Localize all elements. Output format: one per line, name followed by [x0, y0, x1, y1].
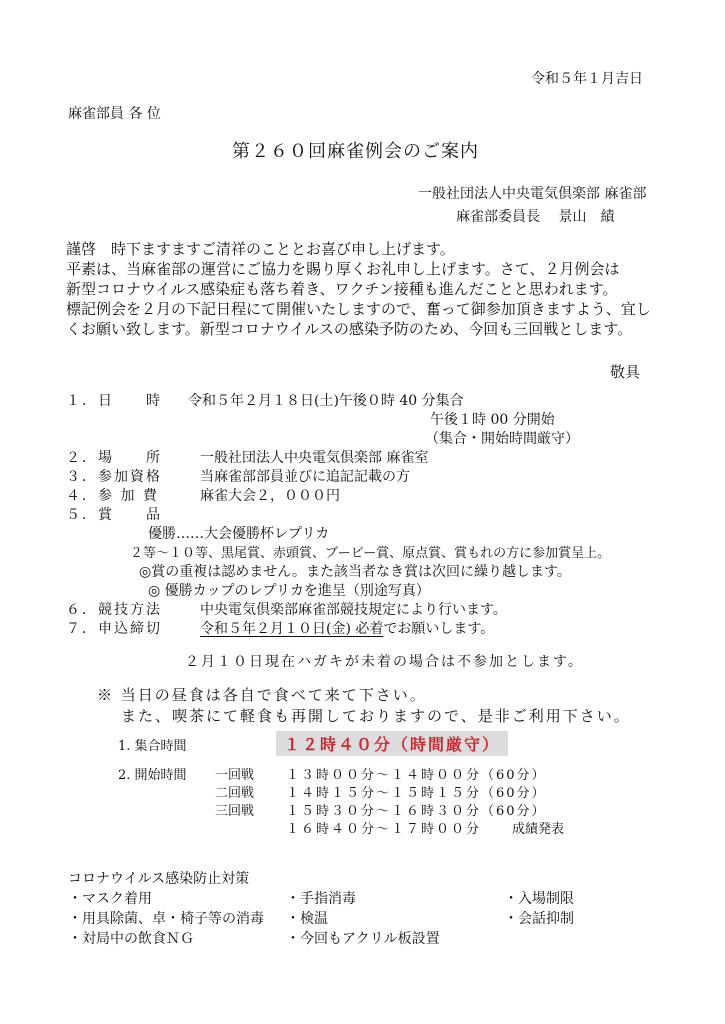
round-name: 三回戦 — [215, 804, 255, 819]
detail-fee-value: 麻雀大会２，０００円 — [200, 488, 340, 504]
prize-note: ◎賞の重複は認めません。また該当者なき賞は次回に繰り越します。 — [139, 564, 571, 580]
covid-item: ・入場制限 — [504, 891, 574, 907]
detail-eligibility-value: 当麻雀部部員並びに追記記載の方 — [200, 469, 410, 485]
detail-rule-value: 中央電気倶楽部麻雀部競技規定により行います。 — [200, 602, 507, 618]
detail-fee-label: ４．参 加 費 — [66, 488, 159, 504]
results-label: 成績発表 — [512, 822, 565, 837]
lunch-notice: また、喫茶にて軽食も再開しておりますので、是非ご利用下さい。 — [121, 707, 631, 725]
deadline-date: 令和５年２月１０日(金) 必着 — [200, 621, 384, 637]
sender-name: 麻雀部委員長 景山 績 — [456, 209, 615, 225]
covid-item: ・対局中の飲食ＮＧ — [68, 931, 194, 947]
greeting-line: 新型コロナウイルス感染症も落ち着き、ワクチン接種も進んだことと思われます。 — [66, 280, 618, 298]
detail-prize-label: ５．賞 品 — [66, 507, 162, 523]
detail-time-note: （集合・開始時間厳守） — [425, 431, 579, 447]
deadline-suffix: でお願いします。 — [383, 621, 495, 637]
round-name: 一回戦 — [215, 768, 255, 783]
detail-place-label: ２．場 所 — [66, 450, 162, 466]
detail-eligibility-label: ３．参加資格 — [66, 469, 162, 485]
prize-winner: 優勝……大会優勝杯レプリカ — [148, 526, 330, 542]
detail-deadline-label: ７．申込締切 — [66, 621, 162, 637]
covid-heading: コロナウイルス感染防止対策 — [68, 871, 250, 887]
detail-start-time: 午後１時 00 分開始 — [430, 412, 555, 428]
detail-place-value: 一般社団法人中央電気倶楽部 麻雀室 — [200, 450, 429, 466]
round-name: 二回戦 — [215, 786, 255, 801]
greeting-line: 平素は、当麻雀部の運営にご協力を賜り厚くお礼申し上げます。さて、２月例会は — [66, 260, 620, 278]
prize-others: ２等～１０等、黒尾賞、赤頭賞、ブービー賞、原点賞、賞もれの方に参加賞呈上。 — [130, 546, 611, 561]
start-time-label: 2. 開始時間 — [118, 768, 187, 783]
covid-item: ・用具除菌、卓・椅子等の消毒 — [68, 911, 264, 927]
round-time: １３時００分～１４時００分（60分） — [286, 768, 547, 783]
covid-item: ・今回もアクリル板設置 — [286, 931, 440, 947]
covid-item: ・会話抑制 — [504, 911, 574, 927]
postcard-notice: ２月１０日現在ハガキが未着の場合は不参加とします。 — [185, 654, 584, 670]
greeting-line: 謹啓 時下ますますご清祥のこととお喜び申し上げます。 — [66, 240, 455, 258]
round-time: １５時３０分～１６時３０分（60分） — [286, 804, 547, 819]
round-time: １４時１５分～１５時１５分（60分） — [286, 786, 547, 801]
prize-note: ◎ 優勝カップのレプリカを進呈（別途写真） — [148, 583, 430, 599]
covid-item: ・マスク着用 — [68, 891, 152, 907]
gather-time-highlight: １２時４０分（時間厳守） — [276, 731, 508, 756]
detail-date-label: １．日 時 — [66, 393, 162, 409]
covid-item: ・検温 — [286, 911, 328, 927]
results-time: １６時４０分～１７時００分 — [286, 822, 482, 837]
detail-date-value: 令和５年２月１８日(土)午後０時 40 分集合 — [188, 393, 464, 409]
greeting-line: 標記例会を２月の下記日程にて開催いたしますので、奮って御参加頂きますよう、宜し — [66, 300, 651, 318]
page-title: 第２６０回麻雀例会のご案内 — [232, 141, 479, 162]
detail-deadline-value — [200, 618, 494, 638]
sender-organization: 一般社団法人中央電気倶楽部 麻雀部 — [418, 186, 647, 202]
greeting-line: くお願い致します。新型コロナウイルスの感染予防のため、今回も三回戦とします。 — [66, 320, 633, 338]
covid-item: ・手指消毒 — [286, 891, 356, 907]
lunch-notice: ※ 当日の昼食は各自で食べて来て下さい。 — [97, 686, 427, 704]
addressee: 麻雀部員 各 位 — [68, 106, 161, 122]
gather-time-label: 1. 集合時間 — [118, 739, 187, 754]
detail-rule-label: ６．競技方法 — [66, 602, 162, 618]
closing-word: 敬具 — [610, 363, 641, 381]
issue-date: 令和５年１月吉日 — [531, 71, 643, 87]
